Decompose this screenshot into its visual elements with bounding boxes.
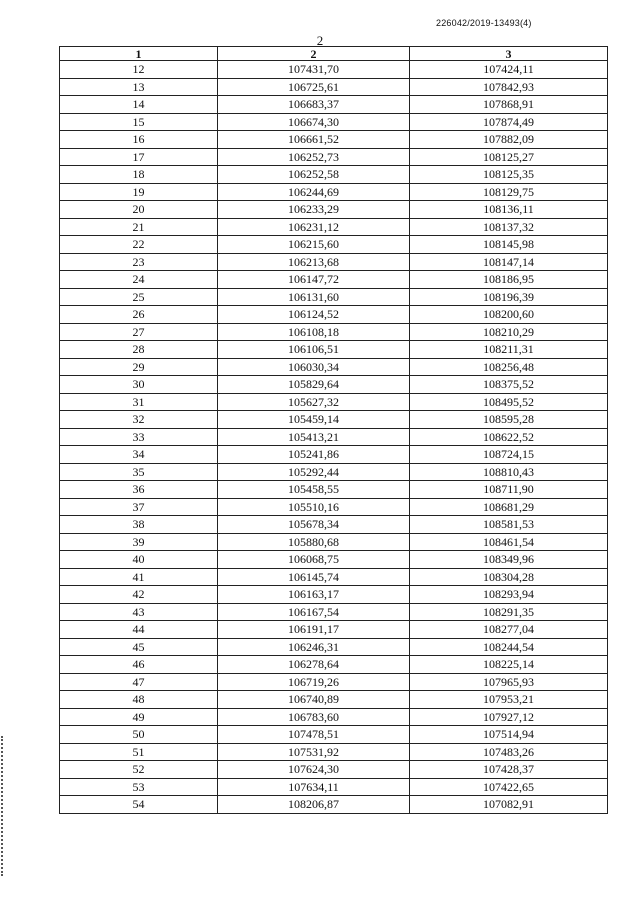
y-coordinate-cell: 108581,53 (410, 516, 608, 534)
y-coordinate-cell: 108622,52 (410, 428, 608, 446)
table-row (60, 218, 608, 236)
y-coordinate-cell: 108256,48 (410, 358, 608, 376)
table-row (60, 638, 608, 656)
y-coordinate-cell: 107882,09 (410, 131, 608, 149)
table-row (60, 673, 608, 691)
page-number: 2 (316, 33, 324, 48)
y-coordinate-cell: 107082,91 (410, 796, 608, 814)
point-number-cell: 14 (60, 96, 218, 114)
point-number-cell: 27 (60, 323, 218, 341)
point-number-cell: 47 (60, 673, 218, 691)
x-coordinate-cell: 105292,44 (218, 463, 410, 481)
x-coordinate-cell: 106131,60 (218, 288, 410, 306)
table-row (60, 113, 608, 131)
x-coordinate-cell: 105459,14 (218, 411, 410, 429)
table-row (60, 201, 608, 219)
point-number-cell: 22 (60, 236, 218, 254)
y-coordinate-cell: 108200,60 (410, 306, 608, 324)
point-number-cell: 26 (60, 306, 218, 324)
y-coordinate-cell: 107424,11 (410, 61, 608, 79)
x-coordinate-cell: 105678,34 (218, 516, 410, 534)
table-row (60, 796, 608, 814)
y-coordinate-cell: 108349,96 (410, 551, 608, 569)
y-coordinate-cell: 108495,52 (410, 393, 608, 411)
table-row (60, 778, 608, 796)
table-body (60, 61, 608, 814)
table-row (60, 621, 608, 639)
point-number-cell: 33 (60, 428, 218, 446)
point-number-cell: 45 (60, 638, 218, 656)
point-number-cell: 25 (60, 288, 218, 306)
x-coordinate-cell: 105880,68 (218, 533, 410, 551)
x-coordinate-cell: 106145,74 (218, 568, 410, 586)
x-coordinate-cell: 106124,52 (218, 306, 410, 324)
y-coordinate-cell: 107514,94 (410, 726, 608, 744)
table-row (60, 236, 608, 254)
point-number-cell: 38 (60, 516, 218, 534)
x-coordinate-cell: 107478,51 (218, 726, 410, 744)
column-header-2: 2 (218, 47, 410, 61)
table-row (60, 306, 608, 324)
column-header-1: 1 (60, 47, 218, 61)
table-row (60, 656, 608, 674)
point-number-cell: 40 (60, 551, 218, 569)
x-coordinate-cell: 107531,92 (218, 743, 410, 761)
x-coordinate-cell: 106740,89 (218, 691, 410, 709)
table-row (60, 708, 608, 726)
y-coordinate-cell: 108136,11 (410, 201, 608, 219)
y-coordinate-cell: 107953,21 (410, 691, 608, 709)
table-row (60, 568, 608, 586)
table-row (60, 148, 608, 166)
x-coordinate-cell: 106783,60 (218, 708, 410, 726)
x-coordinate-cell: 106167,54 (218, 603, 410, 621)
y-coordinate-cell: 108277,04 (410, 621, 608, 639)
table-row (60, 726, 608, 744)
x-coordinate-cell: 106106,51 (218, 341, 410, 359)
y-coordinate-cell: 108810,43 (410, 463, 608, 481)
x-coordinate-cell: 107634,11 (218, 778, 410, 796)
table-row (60, 761, 608, 779)
x-coordinate-cell: 107431,70 (218, 61, 410, 79)
x-coordinate-cell: 105627,32 (218, 393, 410, 411)
table-row (60, 498, 608, 516)
x-coordinate-cell: 106252,73 (218, 148, 410, 166)
point-number-cell: 12 (60, 61, 218, 79)
x-coordinate-cell: 106661,52 (218, 131, 410, 149)
y-coordinate-cell: 107874,49 (410, 113, 608, 131)
y-coordinate-cell: 108724,15 (410, 446, 608, 464)
point-number-cell: 42 (60, 586, 218, 604)
x-coordinate-cell: 107624,30 (218, 761, 410, 779)
x-coordinate-cell: 106246,31 (218, 638, 410, 656)
point-number-cell: 31 (60, 393, 218, 411)
table-row (60, 411, 608, 429)
y-coordinate-cell: 107965,93 (410, 673, 608, 691)
table-row (60, 516, 608, 534)
point-number-cell: 53 (60, 778, 218, 796)
y-coordinate-cell: 108137,32 (410, 218, 608, 236)
x-coordinate-cell: 106719,26 (218, 673, 410, 691)
table-row (60, 463, 608, 481)
table-row (60, 271, 608, 289)
point-number-cell: 23 (60, 253, 218, 271)
y-coordinate-cell: 108304,28 (410, 568, 608, 586)
y-coordinate-cell: 108125,35 (410, 166, 608, 184)
table-row (60, 78, 608, 96)
coordinates-table (59, 46, 608, 814)
x-coordinate-cell: 105241,86 (218, 446, 410, 464)
x-coordinate-cell: 106191,17 (218, 621, 410, 639)
point-number-cell: 13 (60, 78, 218, 96)
table-row (60, 393, 608, 411)
y-coordinate-cell: 108244,54 (410, 638, 608, 656)
table-row (60, 61, 608, 79)
table-row (60, 743, 608, 761)
y-coordinate-cell: 108129,75 (410, 183, 608, 201)
y-coordinate-cell: 108293,94 (410, 586, 608, 604)
x-coordinate-cell: 106215,60 (218, 236, 410, 254)
x-coordinate-cell: 106252,58 (218, 166, 410, 184)
table-row (60, 446, 608, 464)
point-number-cell: 49 (60, 708, 218, 726)
table-row (60, 253, 608, 271)
point-number-cell: 37 (60, 498, 218, 516)
y-coordinate-cell: 107927,12 (410, 708, 608, 726)
x-coordinate-cell: 106231,12 (218, 218, 410, 236)
y-coordinate-cell: 108186,95 (410, 271, 608, 289)
y-coordinate-cell: 107428,37 (410, 761, 608, 779)
point-number-cell: 43 (60, 603, 218, 621)
point-number-cell: 41 (60, 568, 218, 586)
table-row (60, 551, 608, 569)
x-coordinate-cell: 106213,68 (218, 253, 410, 271)
point-number-cell: 52 (60, 761, 218, 779)
y-coordinate-cell: 108147,14 (410, 253, 608, 271)
point-number-cell: 48 (60, 691, 218, 709)
x-coordinate-cell: 106233,29 (218, 201, 410, 219)
x-coordinate-cell: 106725,61 (218, 78, 410, 96)
table-row (60, 288, 608, 306)
point-number-cell: 30 (60, 376, 218, 394)
x-coordinate-cell: 108206,87 (218, 796, 410, 814)
table-row (60, 481, 608, 499)
point-number-cell: 32 (60, 411, 218, 429)
y-coordinate-cell: 107422,65 (410, 778, 608, 796)
x-coordinate-cell: 105458,55 (218, 481, 410, 499)
table-row (60, 341, 608, 359)
point-number-cell: 36 (60, 481, 218, 499)
column-header-3: 3 (410, 47, 608, 61)
y-coordinate-cell: 108145,98 (410, 236, 608, 254)
point-number-cell: 46 (60, 656, 218, 674)
point-number-cell: 28 (60, 341, 218, 359)
x-coordinate-cell: 106030,34 (218, 358, 410, 376)
x-coordinate-cell: 105413,21 (218, 428, 410, 446)
table-row (60, 376, 608, 394)
y-coordinate-cell: 108225,14 (410, 656, 608, 674)
table-row (60, 428, 608, 446)
table-row (60, 603, 608, 621)
y-coordinate-cell: 108210,29 (410, 323, 608, 341)
point-number-cell: 34 (60, 446, 218, 464)
y-coordinate-cell: 108211,31 (410, 341, 608, 359)
table-row (60, 96, 608, 114)
table-header-row (60, 47, 608, 61)
x-coordinate-cell: 106108,18 (218, 323, 410, 341)
table-row (60, 166, 608, 184)
margin-scan-marks (1, 736, 6, 876)
point-number-cell: 24 (60, 271, 218, 289)
point-number-cell: 51 (60, 743, 218, 761)
point-number-cell: 29 (60, 358, 218, 376)
point-number-cell: 54 (60, 796, 218, 814)
y-coordinate-cell: 108375,52 (410, 376, 608, 394)
y-coordinate-cell: 108291,35 (410, 603, 608, 621)
y-coordinate-cell: 108125,27 (410, 148, 608, 166)
y-coordinate-cell: 107842,93 (410, 78, 608, 96)
x-coordinate-cell: 105510,16 (218, 498, 410, 516)
point-number-cell: 35 (60, 463, 218, 481)
x-coordinate-cell: 106147,72 (218, 271, 410, 289)
point-number-cell: 50 (60, 726, 218, 744)
document-id: 226042/2019-13493(4) (436, 18, 532, 28)
point-number-cell: 39 (60, 533, 218, 551)
x-coordinate-cell: 106244,69 (218, 183, 410, 201)
x-coordinate-cell: 106278,64 (218, 656, 410, 674)
point-number-cell: 21 (60, 218, 218, 236)
point-number-cell: 44 (60, 621, 218, 639)
point-number-cell: 17 (60, 148, 218, 166)
table-row (60, 358, 608, 376)
point-number-cell: 15 (60, 113, 218, 131)
x-coordinate-cell: 106163,17 (218, 586, 410, 604)
point-number-cell: 19 (60, 183, 218, 201)
point-number-cell: 18 (60, 166, 218, 184)
table-row (60, 533, 608, 551)
table-row (60, 323, 608, 341)
y-coordinate-cell: 107483,26 (410, 743, 608, 761)
table-row (60, 691, 608, 709)
table-row (60, 586, 608, 604)
y-coordinate-cell: 108461,54 (410, 533, 608, 551)
x-coordinate-cell: 106674,30 (218, 113, 410, 131)
x-coordinate-cell: 106068,75 (218, 551, 410, 569)
table-row (60, 183, 608, 201)
table-row (60, 131, 608, 149)
y-coordinate-cell: 108196,39 (410, 288, 608, 306)
y-coordinate-cell: 107868,91 (410, 96, 608, 114)
x-coordinate-cell: 105829,64 (218, 376, 410, 394)
point-number-cell: 16 (60, 131, 218, 149)
point-number-cell: 20 (60, 201, 218, 219)
x-coordinate-cell: 106683,37 (218, 96, 410, 114)
y-coordinate-cell: 108711,90 (410, 481, 608, 499)
y-coordinate-cell: 108595,28 (410, 411, 608, 429)
y-coordinate-cell: 108681,29 (410, 498, 608, 516)
